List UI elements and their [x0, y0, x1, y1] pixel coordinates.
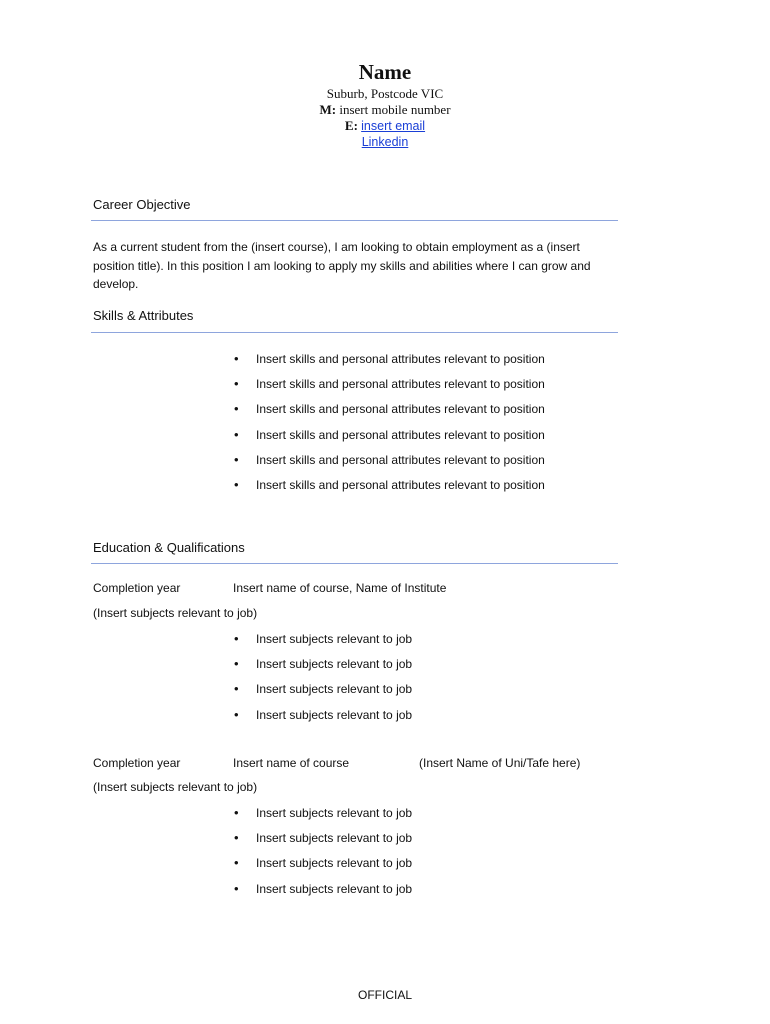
- email-line: [0, 118, 770, 134]
- list-item: • Insert skills and personal attributes relevant to position: [234, 376, 545, 401]
- career-objective-heading: Career Objective: [93, 197, 191, 212]
- list-item: • Insert subjects relevant to job: [234, 656, 412, 681]
- section-divider: [91, 563, 618, 564]
- mobile-value: insert mobile number: [339, 102, 451, 117]
- list-item: • Insert subjects relevant to job: [234, 830, 412, 855]
- course-name: Insert name of course: [233, 756, 350, 770]
- mobile-line: [0, 102, 770, 118]
- list-item: • Insert subjects relevant to job: [234, 805, 412, 830]
- linkedin-line: [0, 134, 770, 150]
- career-line: position title). In this position I am looking to apply my skills and abilities where I can grow and: [93, 258, 591, 273]
- email-label: E:: [344, 118, 358, 133]
- resume-header: [0, 58, 770, 150]
- course-name: Insert name of course, Name of Institute: [233, 581, 447, 595]
- list-item: • Insert skills and personal attributes relevant to position: [234, 401, 545, 426]
- linkedin-link[interactable]: Linkedin: [361, 135, 409, 149]
- career-objective-text: [93, 238, 653, 294]
- institute-name: (Insert Name of Uni/Tafe here): [419, 756, 581, 770]
- subjects-list: [234, 631, 412, 732]
- list-item: • Insert subjects relevant to job: [234, 881, 412, 906]
- resume-name: Name: [358, 60, 412, 84]
- skills-heading: Skills & Attributes: [93, 308, 194, 323]
- skills-list: [234, 351, 545, 502]
- list-item: • Insert skills and personal attributes relevant to position: [234, 452, 545, 477]
- completion-year: Completion year: [93, 581, 181, 595]
- subjects-list: [234, 805, 412, 906]
- list-item: • Insert subjects relevant to job: [234, 855, 412, 880]
- list-item: • Insert skills and personal attributes relevant to position: [234, 477, 545, 502]
- address-line: Suburb, Postcode VIC: [326, 86, 444, 101]
- education-heading: Education & Qualifications: [93, 540, 245, 555]
- career-line: As a current student from the (insert course), I am looking to obtain employment as a (insert: [93, 240, 580, 254]
- list-item: • Insert skills and personal attributes relevant to position: [234, 351, 545, 376]
- list-item: • Insert subjects relevant to job: [234, 707, 412, 732]
- classification-footer: OFFICIAL: [357, 988, 412, 1002]
- section-divider: [91, 220, 618, 221]
- list-item: • Insert subjects relevant to job: [234, 681, 412, 706]
- subjects-note: (Insert subjects relevant to job): [93, 780, 258, 794]
- list-item: • Insert skills and personal attributes relevant to position: [234, 427, 545, 452]
- mobile-label: M:: [319, 102, 337, 117]
- email-link[interactable]: insert email: [361, 119, 426, 133]
- subjects-note: (Insert subjects relevant to job): [93, 606, 258, 620]
- section-divider: [91, 332, 618, 333]
- list-item: • Insert subjects relevant to job: [234, 631, 412, 656]
- completion-year: Completion year: [93, 756, 181, 770]
- career-line: develop.: [93, 277, 139, 291]
